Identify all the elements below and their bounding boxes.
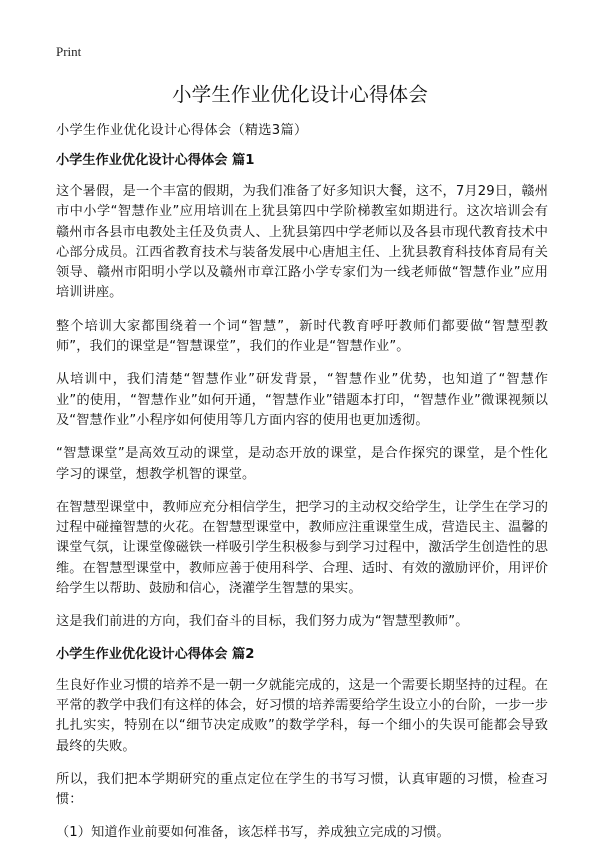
section-heading-1: 小学生作业优化设计心得体会 篇1 (56, 153, 255, 168)
paragraph: 这个暑假，是一个丰富的假期，为我们准备了好多知识大餐，这不，7月29日，赣州市中小学“智慧作业”应用培训在上犹县第四中学阶梯教室如期进行。这次培训会有赣州市各县市电教处主任及负责人、上犹县第四中学老师以及各县市现代教育技术中心部分成员。江西省教育技术与装备发展中心唐旭主任、上犹县教育科技体育局有关领导、赣州市阳明小学以及赣州市章江路小学专家们为一线老师做“智慧作业”应用培训讲座。 (56, 184, 548, 301)
paragraph: 所以，我们把本学期研究的重点定位在学生的书写习惯，认真审题的习惯，检查习惯： (56, 771, 548, 808)
paragraph: 整个培训大家都围绕着一个词“智慧”，新时代教育呼吁教师们都要做“智慧型教师”，我们的课堂是“智慧课堂”，我们的作业是“智慧作业”。 (56, 318, 548, 355)
page-title: 小学生作业优化设计心得体会 (171, 83, 429, 106)
paragraph: 这是我们前进的方向，我们奋斗的目标，我们努力成为“智慧型教师”。 (56, 614, 469, 630)
print-link[interactable]: Print (56, 44, 82, 59)
section-heading-2: 小学生作业优化设计心得体会 篇2 (56, 646, 255, 662)
article-body (56, 122, 548, 857)
paragraph: 生良好作业习惯的培养不是一朝一夕就能完成的，这是一个需要长期坚持的过程。在平常的教学中我们有这样的体会，好习惯的培养需要给学生设立小的台阶，一步一步扎扎实实，特别在以“细节决定成败”的数学学科，每一个细小的失误可能都会导致最终的失败。 (56, 677, 548, 754)
list-item: （1）知道作业前要如何准备，该怎样书写，养成独立完成的习惯。 (56, 825, 450, 841)
paragraph: 从培训中，我们清楚“智慧作业”研发背景，“智慧作业”优势，也知道了“智慧作业”的使用，“智慧作业”如何开通，“智慧作业”错题本打印，“智慧作业”微课视频以及“智慧作业”小程序如何使用等几方面内容的使用也更加透彻。 (56, 372, 548, 428)
paragraph: 在智慧型课堂中，教师应充分相信学生，把学习的主动权交给学生，让学生在学习的过程中碰撞智慧的火花。在智慧型课堂中，教师应注重课堂生成，营造民主、温馨的课堂气氛，让课堂像磁铁一样吸引学生积极参与到学习过程中，激活学生创造性的思维。在智慧型课堂中，教师应善于使用科学、合理、适时、有效的激励评价，用评价给学生以帮助、鼓励和信心，浇灌学生智慧的果实。 (56, 499, 548, 597)
article-subtitle: 小学生作业优化设计心得体会（精选3篇） (56, 123, 308, 138)
paragraph: “智慧课堂”是高效互动的课堂，是动态开放的课堂，是合作探究的课堂，是个性化学习的课堂，想教学机智的课堂。 (56, 446, 548, 482)
